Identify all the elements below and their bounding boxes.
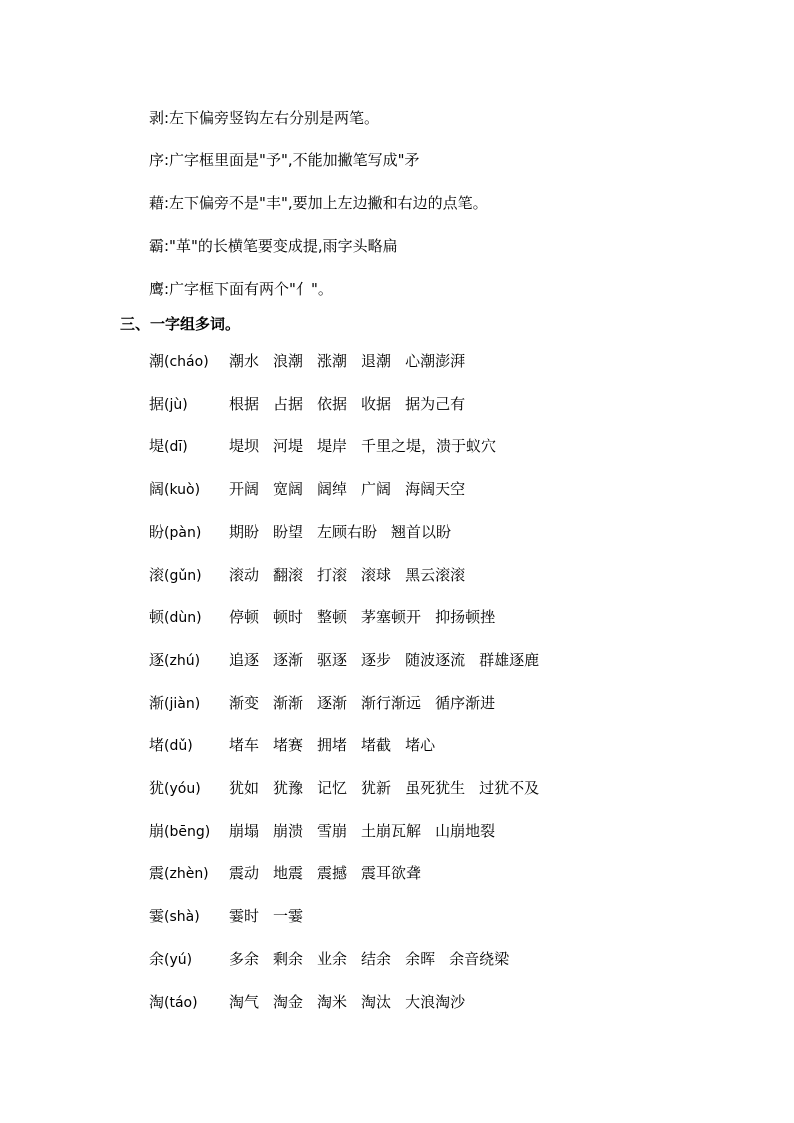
- word: 土崩瓦解: [361, 822, 422, 840]
- word: 淘气: [229, 993, 260, 1011]
- row-character: [149, 350, 209, 373]
- row-character: [149, 692, 200, 715]
- word: 涨潮: [317, 352, 348, 370]
- row-character: [149, 777, 201, 800]
- word-list: [229, 521, 465, 543]
- pinyin: (shà): [164, 909, 200, 925]
- word: 堵车: [229, 736, 260, 754]
- pinyin: (dǔ): [164, 738, 193, 754]
- word: 拥堵: [317, 736, 348, 754]
- note-ba: 霸:"革"的长横笔要变成提,雨字头略扁: [149, 237, 398, 255]
- character: 犹: [149, 779, 165, 797]
- word: 茅塞顿开: [361, 608, 422, 626]
- word-list: [229, 991, 479, 1013]
- word-group-row: [149, 478, 709, 500]
- word-list: [229, 393, 479, 415]
- word: 退潮: [361, 352, 392, 370]
- word: 结余: [361, 950, 392, 968]
- word-list: [229, 905, 317, 927]
- word: 滚球: [361, 566, 392, 584]
- pinyin: (dùn): [164, 610, 202, 626]
- word: 追逐: [229, 651, 260, 669]
- word: 余音绕梁: [449, 950, 510, 968]
- note-xu: 序:广字框里面是"予",不能加撇笔写成"矛: [149, 151, 420, 169]
- word: 渐行渐远: [361, 694, 422, 712]
- word: 犹豫: [273, 779, 304, 797]
- word: 一霎: [273, 907, 304, 925]
- character: 逐: [149, 651, 165, 669]
- note-bo: 剥:左下偏旁竖钩左右分别是两笔。: [149, 109, 380, 127]
- word-group-row: [149, 350, 709, 372]
- character: 霎: [149, 907, 165, 925]
- row-character: [149, 948, 192, 971]
- word: 逐步: [361, 651, 392, 669]
- row-character: [149, 649, 200, 672]
- word: 心潮澎湃: [405, 352, 466, 370]
- word: 期盼: [229, 523, 260, 541]
- character: 渐: [149, 694, 165, 712]
- word: 停顿: [229, 608, 260, 626]
- word: 驱逐: [317, 651, 348, 669]
- word-list: [229, 692, 509, 714]
- row-character: [149, 820, 210, 843]
- word: 堵截: [361, 736, 392, 754]
- word: 群雄逐鹿: [479, 651, 540, 669]
- row-character: [149, 478, 200, 501]
- word: 打滚: [317, 566, 348, 584]
- character: 阔: [149, 480, 165, 498]
- word-list: [229, 734, 449, 756]
- word: 犹如: [229, 779, 260, 797]
- word: 海阔天空: [405, 480, 466, 498]
- word: 震撼: [317, 864, 348, 882]
- word: 占据: [273, 395, 304, 413]
- word: 剩余: [273, 950, 304, 968]
- pinyin: (yú): [164, 952, 193, 968]
- word-list: [229, 564, 479, 586]
- character: 据: [149, 395, 165, 413]
- word: 随波逐流: [405, 651, 466, 669]
- pinyin: (pàn): [164, 525, 202, 541]
- word: 浪潮: [273, 352, 304, 370]
- word: 根据: [229, 395, 260, 413]
- word-list: [229, 350, 479, 372]
- row-character: [149, 862, 209, 885]
- word: 过犹不及: [479, 779, 540, 797]
- character: 滚: [149, 566, 165, 584]
- word: 盼望: [273, 523, 304, 541]
- word-group-row: [149, 521, 709, 543]
- word: 淘米: [317, 993, 348, 1011]
- word: 余晖: [405, 950, 436, 968]
- pinyin: (bēng): [164, 824, 211, 840]
- word: 淘汰: [361, 993, 392, 1011]
- word: 千里之堤，溃于蚁穴: [361, 437, 497, 455]
- word: 逐渐: [317, 694, 348, 712]
- character: 盼: [149, 523, 165, 541]
- pinyin: (táo): [164, 995, 198, 1011]
- word-group-row: [149, 820, 709, 842]
- word-list: [229, 649, 553, 671]
- word-group-row: [149, 948, 709, 970]
- word-list: [229, 435, 510, 457]
- word: 整顿: [317, 608, 348, 626]
- word: 崩溃: [273, 822, 304, 840]
- word: 业余: [317, 950, 348, 968]
- word-list: [229, 820, 509, 842]
- word: 淘金: [273, 993, 304, 1011]
- row-character: [149, 606, 202, 629]
- word-group-row: [149, 393, 709, 415]
- word: 依据: [317, 395, 348, 413]
- word: 顿时: [273, 608, 304, 626]
- word: 广阔: [361, 480, 392, 498]
- word: 震动: [229, 864, 260, 882]
- pinyin: (zhú): [164, 653, 201, 669]
- row-character: [149, 564, 202, 587]
- word: 渐变: [229, 694, 260, 712]
- word-group-row: [149, 991, 709, 1013]
- character: 余: [149, 950, 165, 968]
- word: 逐渐: [273, 651, 304, 669]
- word: 开阔: [229, 480, 260, 498]
- character: 潮: [149, 352, 165, 370]
- word: 霎时: [229, 907, 260, 925]
- word: 循序渐进: [435, 694, 496, 712]
- word-list: [229, 478, 479, 500]
- pinyin: (jiàn): [164, 696, 201, 712]
- row-character: [149, 393, 188, 416]
- word: 多余: [229, 950, 260, 968]
- pinyin: (dī): [164, 439, 188, 455]
- row-character: [149, 521, 201, 544]
- word: 山崩地裂: [435, 822, 496, 840]
- word-group-row: [149, 862, 709, 884]
- word: 犹新: [361, 779, 392, 797]
- word: 据为己有: [405, 395, 466, 413]
- word: 崩塌: [229, 822, 260, 840]
- word: 翻滚: [273, 566, 304, 584]
- word-group-row: [149, 777, 709, 799]
- word-list: [229, 777, 553, 799]
- word-list: [229, 948, 523, 970]
- row-character: [149, 734, 193, 757]
- word-list: [229, 862, 435, 884]
- word: 宽阔: [273, 480, 304, 498]
- word: 堤岸: [317, 437, 348, 455]
- word: 记忆: [317, 779, 348, 797]
- word: 堤坝: [229, 437, 260, 455]
- character: 崩: [149, 822, 165, 840]
- row-character: [149, 905, 200, 928]
- word-group-row: [149, 564, 709, 586]
- character: 堤: [149, 437, 165, 455]
- pinyin: (cháo): [164, 354, 209, 370]
- word: 收据: [361, 395, 392, 413]
- pinyin: (gǔn): [164, 568, 202, 584]
- pinyin: (kuò): [164, 482, 201, 498]
- word: 地震: [273, 864, 304, 882]
- note-ji: 藉:左下偏旁不是"丰",要加上左边撇和右边的点笔。: [149, 194, 488, 212]
- word-group-row: [149, 606, 709, 628]
- pinyin: (zhèn): [164, 866, 209, 882]
- word: 大浪淘沙: [405, 993, 466, 1011]
- row-character: [149, 991, 198, 1014]
- word: 河堤: [273, 437, 304, 455]
- pinyin: (jù): [164, 397, 188, 413]
- character: 淘: [149, 993, 165, 1011]
- row-character: [149, 435, 188, 458]
- word: 雪崩: [317, 822, 348, 840]
- word: 翘首以盼: [391, 523, 452, 541]
- word-list: [229, 606, 509, 628]
- word: 堵赛: [273, 736, 304, 754]
- word: 抑扬顿挫: [435, 608, 496, 626]
- word-group-row: [149, 435, 709, 457]
- section-title: 三、一字组多词。: [120, 315, 241, 333]
- character: 震: [149, 864, 165, 882]
- note-ying: 鹰:广字框下面有两个"亻"。: [149, 280, 333, 298]
- character: 顿: [149, 608, 165, 626]
- word: 潮水: [229, 352, 260, 370]
- word: 滚动: [229, 566, 260, 584]
- word: 左顾右盼: [317, 523, 378, 541]
- pinyin: (yóu): [164, 781, 201, 797]
- word: 虽死犹生: [405, 779, 466, 797]
- character: 堵: [149, 736, 165, 754]
- word-group-row: [149, 734, 709, 756]
- word-group-row: [149, 649, 709, 671]
- word: 渐渐: [273, 694, 304, 712]
- word: 黑云滚滚: [405, 566, 466, 584]
- word: 堵心: [405, 736, 436, 754]
- word: 阔绰: [317, 480, 348, 498]
- word-group-row: [149, 905, 709, 927]
- word: 震耳欲聋: [361, 864, 422, 882]
- word-group-row: [149, 692, 709, 714]
